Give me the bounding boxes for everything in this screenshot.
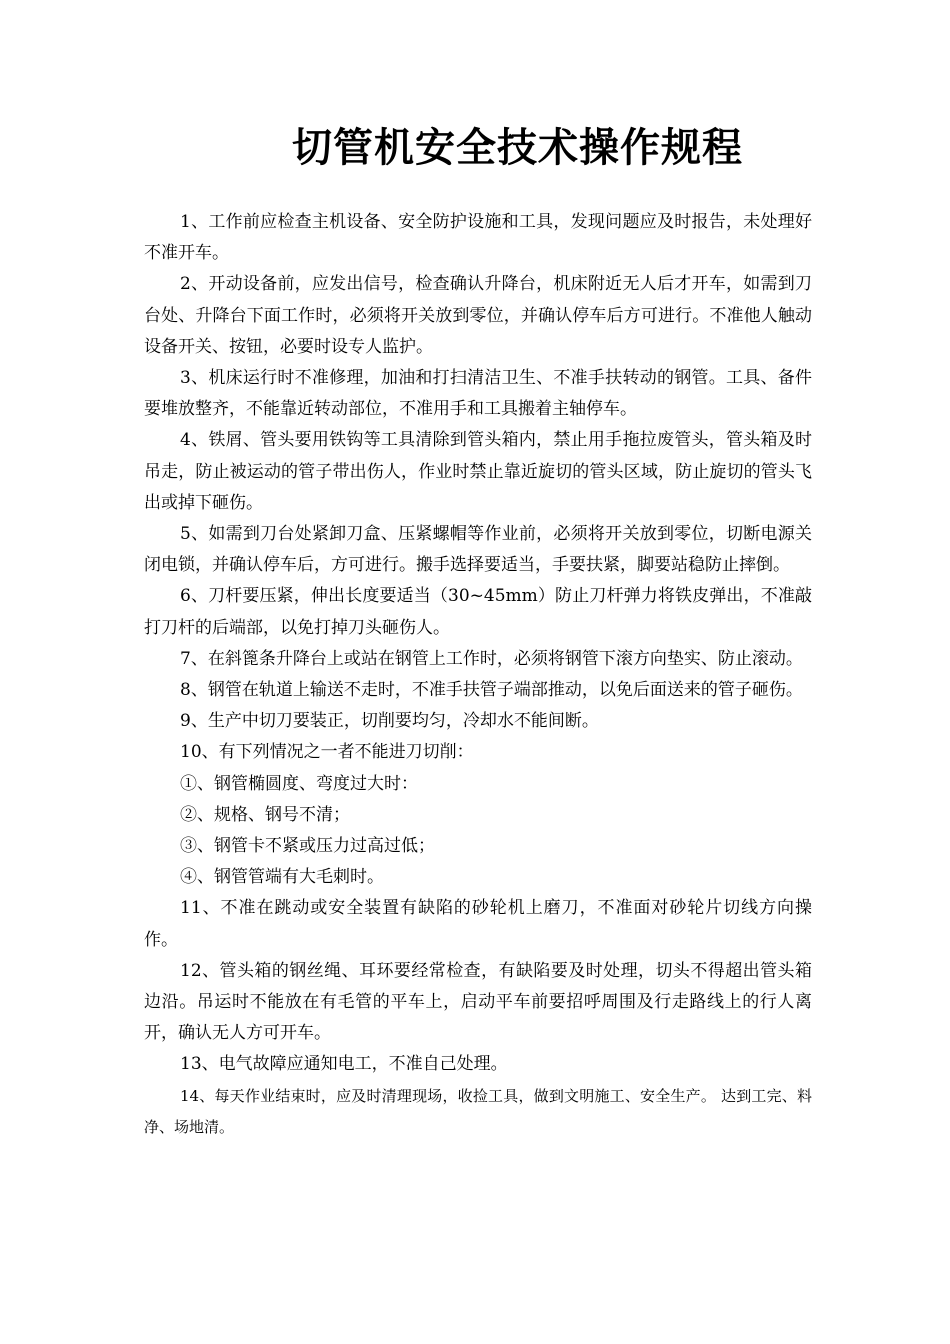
paragraph-12: 12、管头箱的钢丝绳、耳环要经常检查，有缺陷要及时处理，切头不得超出管头箱边沿。吊运时不能放在有毛管的平车上，启动平车前要招呼周围及行走路线上的行人离开，确认无人方可开车。 xyxy=(144,960,812,1044)
paragraph-10-item-3: ③、钢管卡不紧或压力过高过低； xyxy=(180,836,435,857)
paragraph-13: 13、电气故障应通知电工，不准自己处理。 xyxy=(180,1054,508,1075)
paragraph-4: 4、铁屑、管头要用铁钩等工具清除到管头箱内，禁止用手拖拉废管头，管头箱及时吊走，防止被运动的管子带出伤人，作业时禁止靠近旋切的管头区域，防止旋切的管头飞出或掉下砸伤。 xyxy=(144,430,812,513)
paragraph-10-item-2: ②、规格、钢号不清； xyxy=(180,804,350,825)
paragraph-10-item-1: ①、钢管椭圆度、弯度过大时： xyxy=(180,773,418,794)
document-body xyxy=(144,207,812,1143)
paragraph-11: 11、不准在跳动或安全装置有缺陷的砂轮机上磨刀，不准面对砂轮片切线方向操作。 xyxy=(144,898,812,950)
paragraph-8: 8、钢管在轨道上输送不走时，不准手扶管子端部推动，以免后面送来的管子砸伤。 xyxy=(180,680,803,701)
paragraph-3: 3、机床运行时不准修理，加油和打扫清洁卫生、不准手扶转动的钢管。工具、备件要堆放整齐，不能靠近转动部位，不准用手和工具搬着主轴停车。 xyxy=(144,368,812,420)
paragraph-1: 1、工作前应检查主机设备、安全防护设施和工具，发现问题应及时报告，未处理好不准开车。 xyxy=(144,212,812,264)
paragraph-2: 2、开动设备前，应发出信号，检查确认升降台，机床附近无人后才开车，如需到刀台处、升降台下面工作时，必须将开关放到零位，并确认停车后方可进行。不准他人触动设备开关、按钮，必要时设专人监护。 xyxy=(144,274,812,357)
paragraph-6: 6、刀杆要压紧，伸出长度要适当（30~45mm）防止刀杆弹力将铁皮弹出，不准敲打刀杆的后端部，以免打掉刀头砸伤人。 xyxy=(144,586,812,638)
paragraph-10: 10、有下列情况之一者不能进刀切削： xyxy=(180,742,474,763)
paragraph-7: 7、在斜篦条升降台上或站在钢管上工作时，必须将钢管下滚方向垫实、防止滚动。 xyxy=(180,648,803,669)
paragraph-5: 5、如需到刀台处紧卸刀盒、压紧螺帽等作业前，必须将开关放到零位，切断电源关闭电锁，并确认停车后，方可进行。搬手选择要适当，手要扶紧，脚要站稳防止摔倒。 xyxy=(144,524,812,576)
document-title: 切管机安全技术操作规程 xyxy=(292,124,743,171)
paragraph-10-item-4: ④、钢管管端有大毛刺时。 xyxy=(180,867,384,888)
paragraph-14: 14、每天作业结束时，应及时清理现场，收捡工具，做到文明施工、安全生产。 达到工完、料净、场地清。 xyxy=(144,1086,812,1136)
paragraph-9: 9、生产中切刀要装正，切削要均匀，冷却水不能间断。 xyxy=(180,711,599,732)
